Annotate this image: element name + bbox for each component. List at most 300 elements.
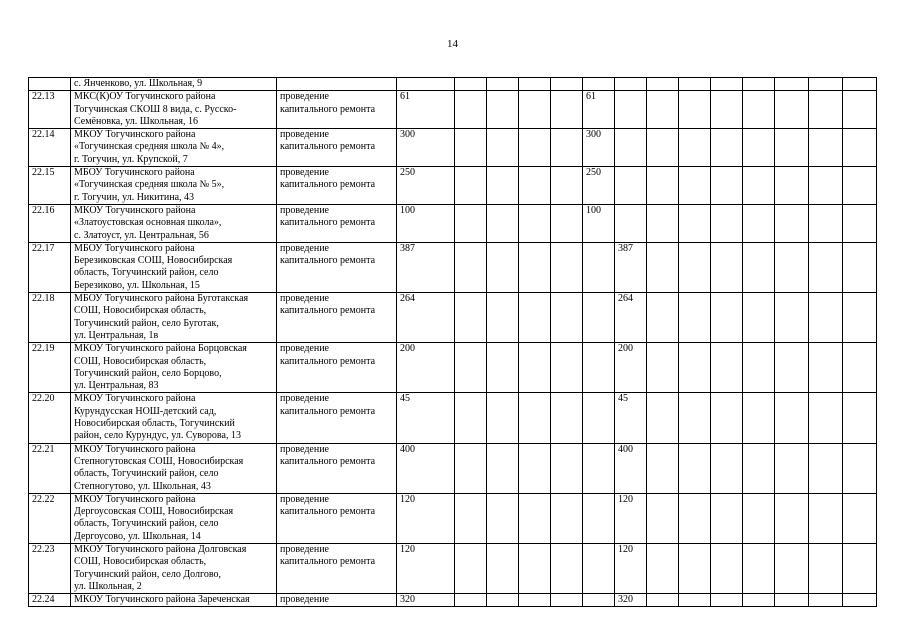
amount-cell-13 — [711, 594, 743, 607]
amount-cell-12 — [679, 343, 711, 393]
institution-cell — [71, 594, 277, 607]
table-row — [29, 167, 877, 205]
institution-line: МКОУ Тогучинского района — [74, 493, 196, 505]
amount-cell-9 — [583, 293, 615, 343]
work-type-line: проведение — [280, 91, 329, 103]
institution-line: с. Златоуст, ул. Центральная, 56 — [74, 229, 209, 241]
amount-cell-14 — [743, 167, 775, 205]
row-number-cell: 22.18 — [29, 293, 71, 343]
amount-cell-5 — [455, 393, 487, 443]
work-type-line: проведение — [280, 129, 329, 141]
amount-cell-5 — [455, 293, 487, 343]
total-amount-cell: 120 — [397, 493, 455, 543]
amount-cell-15 — [775, 167, 809, 205]
work-type-line: проведение — [280, 393, 329, 405]
amount-cell-11 — [647, 129, 679, 167]
amount-cell-9 — [583, 242, 615, 292]
amount-cell-12 — [679, 543, 711, 593]
amount-cell-7 — [519, 91, 551, 129]
institution-line: ул. Центральная, 1в — [74, 329, 159, 341]
institution-cell — [71, 543, 277, 593]
work-type-cell — [277, 594, 397, 607]
amount-cell-12 — [679, 129, 711, 167]
amount-cell-7 — [519, 493, 551, 543]
amount-cell-15 — [775, 242, 809, 292]
amount-cell-15 — [775, 493, 809, 543]
amount-cell-8 — [551, 293, 583, 343]
work-type-line: капитального ремонта — [280, 506, 376, 518]
work-type-line: капитального ремонта — [280, 141, 376, 153]
amount-cell-17 — [843, 293, 877, 343]
institution-line: Тогучинский район, село Буготак, — [74, 317, 219, 329]
institution-line: МКОУ Тогучинского района — [74, 393, 196, 405]
row-number-cell: 22.16 — [29, 204, 71, 242]
row-number-cell: 22.24 — [29, 594, 71, 607]
institution-cell — [71, 242, 277, 292]
amount-cell-9 — [583, 594, 615, 607]
amount-cell-7 — [519, 594, 551, 607]
amount-cell-14 — [743, 594, 775, 607]
institution-line: МКОУ Тогучинского района — [74, 204, 196, 216]
institution-line: МКОУ Тогучинского района — [74, 129, 196, 141]
amount-cell-10: 320 — [615, 594, 647, 607]
amount-cell-7 — [519, 393, 551, 443]
institution-cell — [71, 204, 277, 242]
total-amount-cell: 387 — [397, 242, 455, 292]
amount-cell-11 — [647, 78, 679, 91]
amount-cell-8 — [551, 594, 583, 607]
institution-line: Новосибирская область, Тогучинский — [74, 418, 235, 430]
row-number-cell: 22.17 — [29, 242, 71, 292]
institution-line: Тогучинская СКОШ 8 вида, с. Русско- — [74, 103, 237, 115]
amount-cell-11 — [647, 443, 679, 493]
amount-cell-6 — [487, 393, 519, 443]
amount-cell-5 — [455, 129, 487, 167]
amount-cell-7 — [519, 167, 551, 205]
institution-line: «Златоустовская основная школа», — [74, 217, 222, 229]
amount-cell-8 — [551, 493, 583, 543]
table-row — [29, 393, 877, 443]
amount-cell-16 — [809, 443, 843, 493]
amount-cell-17 — [843, 78, 877, 91]
amount-cell-16 — [809, 594, 843, 607]
amount-cell-9 — [583, 393, 615, 443]
work-type-line: проведение — [280, 204, 329, 216]
amount-cell-6 — [487, 493, 519, 543]
amount-cell-13 — [711, 242, 743, 292]
institution-cell — [71, 129, 277, 167]
amount-cell-15 — [775, 443, 809, 493]
institution-line: «Тогучинская средняя школа № 4», — [74, 141, 225, 153]
amount-cell-5 — [455, 78, 487, 91]
amount-cell-14 — [743, 393, 775, 443]
amount-cell-8 — [551, 78, 583, 91]
table-row — [29, 493, 877, 543]
amount-cell-12 — [679, 594, 711, 607]
work-type-cell — [277, 443, 397, 493]
amount-cell-6 — [487, 443, 519, 493]
institution-line: МБОУ Тогучинского района — [74, 167, 195, 179]
amount-cell-17 — [843, 443, 877, 493]
institution-line: СОШ, Новосибирская область, — [74, 305, 207, 317]
amount-cell-5 — [455, 343, 487, 393]
amount-cell-14 — [743, 543, 775, 593]
institution-line: МКОУ Тогучинского района Зареченская — [74, 594, 250, 606]
institution-line: Степногутово, ул. Школьная, 43 — [74, 480, 211, 492]
row-number-cell: 22.22 — [29, 493, 71, 543]
total-amount-cell: 61 — [397, 91, 455, 129]
amount-cell-15 — [775, 594, 809, 607]
institution-line: ул. Школьная, 2 — [74, 580, 142, 592]
work-type-cell — [277, 393, 397, 443]
amount-cell-10: 387 — [615, 242, 647, 292]
work-type-line: капитального ремонта — [280, 305, 376, 317]
amount-cell-16 — [809, 91, 843, 129]
work-type-cell — [277, 91, 397, 129]
amount-cell-10 — [615, 167, 647, 205]
amount-cell-10: 120 — [615, 543, 647, 593]
row-number-cell: 22.19 — [29, 343, 71, 393]
table-row — [29, 204, 877, 242]
row-number-cell: 22.20 — [29, 393, 71, 443]
amount-cell-16 — [809, 293, 843, 343]
amount-cell-17 — [843, 543, 877, 593]
total-amount-cell: 45 — [397, 393, 455, 443]
amount-cell-14 — [743, 293, 775, 343]
total-amount-cell: 400 — [397, 443, 455, 493]
table-row — [29, 91, 877, 129]
institution-line: МКОУ Тогучинского района Долговская — [74, 543, 247, 555]
amount-cell-5 — [455, 443, 487, 493]
work-type-line: проведение — [280, 594, 329, 606]
amount-cell-11 — [647, 242, 679, 292]
page-number: 14 — [447, 38, 458, 50]
amount-cell-8 — [551, 443, 583, 493]
amount-cell-5 — [455, 543, 487, 593]
amount-cell-17 — [843, 204, 877, 242]
amount-cell-15 — [775, 78, 809, 91]
amount-cell-6 — [487, 91, 519, 129]
amount-cell-16 — [809, 493, 843, 543]
amount-cell-16 — [809, 78, 843, 91]
institution-line: область, Тогучинский район, село — [74, 518, 219, 530]
total-amount-cell: 120 — [397, 543, 455, 593]
amount-cell-16 — [809, 393, 843, 443]
amount-cell-16 — [809, 242, 843, 292]
institution-cell — [71, 91, 277, 129]
amount-cell-5 — [455, 167, 487, 205]
amount-cell-8 — [551, 543, 583, 593]
amount-cell-11 — [647, 543, 679, 593]
amount-cell-16 — [809, 167, 843, 205]
work-type-cell — [277, 343, 397, 393]
amount-cell-7 — [519, 242, 551, 292]
work-type-line: капитального ремонта — [280, 405, 376, 417]
institution-line: Дергоусово, ул. Школьная, 14 — [74, 530, 201, 542]
work-type-line: проведение — [280, 343, 329, 355]
amount-cell-14 — [743, 493, 775, 543]
amount-cell-9: 61 — [583, 91, 615, 129]
capital-repair-table — [28, 77, 877, 607]
work-type-line: проведение — [280, 443, 329, 455]
institution-line: МКОУ Тогучинского района — [74, 443, 196, 455]
amount-cell-13 — [711, 78, 743, 91]
table-row — [29, 242, 877, 292]
institution-line: Березиковская СОШ, Новосибирская — [74, 255, 233, 267]
amount-cell-11 — [647, 393, 679, 443]
institution-line: Курундусская НОШ-детский сад, — [74, 405, 217, 417]
amount-cell-10 — [615, 78, 647, 91]
amount-cell-8 — [551, 204, 583, 242]
row-number-cell — [29, 78, 71, 91]
amount-cell-10: 264 — [615, 293, 647, 343]
amount-cell-7 — [519, 543, 551, 593]
institution-cell — [71, 393, 277, 443]
amount-cell-9 — [583, 493, 615, 543]
institution-line: Степногутовская СОШ, Новосибирская — [74, 455, 244, 467]
amount-cell-13 — [711, 543, 743, 593]
amount-cell-6 — [487, 129, 519, 167]
work-type-line: капитального ремонта — [280, 217, 376, 229]
amount-cell-7 — [519, 343, 551, 393]
amount-cell-11 — [647, 594, 679, 607]
institution-cell — [71, 343, 277, 393]
amount-cell-10: 120 — [615, 493, 647, 543]
amount-cell-14 — [743, 129, 775, 167]
amount-cell-12 — [679, 91, 711, 129]
table-row — [29, 343, 877, 393]
amount-cell-13 — [711, 91, 743, 129]
amount-cell-5 — [455, 91, 487, 129]
amount-cell-5 — [455, 242, 487, 292]
amount-cell-7 — [519, 204, 551, 242]
work-type-line: проведение — [280, 543, 329, 555]
amount-cell-5 — [455, 493, 487, 543]
amount-cell-11 — [647, 167, 679, 205]
amount-cell-10 — [615, 91, 647, 129]
amount-cell-15 — [775, 129, 809, 167]
work-type-cell — [277, 293, 397, 343]
row-number-cell: 22.23 — [29, 543, 71, 593]
amount-cell-9 — [583, 78, 615, 91]
amount-cell-17 — [843, 91, 877, 129]
amount-cell-13 — [711, 204, 743, 242]
institution-line: с. Янченково, ул. Школьная, 9 — [74, 78, 203, 89]
amount-cell-14 — [743, 78, 775, 91]
amount-cell-6 — [487, 204, 519, 242]
institution-cell — [71, 443, 277, 493]
institution-line: Тогучинский район, село Долгово, — [74, 568, 222, 580]
amount-cell-6 — [487, 78, 519, 91]
amount-cell-11 — [647, 91, 679, 129]
institution-line: г. Тогучин, ул. Никитина, 43 — [74, 191, 195, 203]
total-amount-cell: 264 — [397, 293, 455, 343]
amount-cell-17 — [843, 167, 877, 205]
amount-cell-15 — [775, 393, 809, 443]
amount-cell-13 — [711, 393, 743, 443]
work-type-cell — [277, 543, 397, 593]
work-type-line: проведение — [280, 242, 329, 254]
amount-cell-6 — [487, 167, 519, 205]
work-type-line: капитального ремонта — [280, 556, 376, 568]
institution-line: область, Тогучинский район, село — [74, 267, 219, 279]
amount-cell-13 — [711, 129, 743, 167]
institution-cell — [71, 167, 277, 205]
work-type-line: капитального ремонта — [280, 255, 376, 267]
amount-cell-13 — [711, 493, 743, 543]
amount-cell-17 — [843, 594, 877, 607]
amount-cell-14 — [743, 343, 775, 393]
amount-cell-17 — [843, 493, 877, 543]
total-amount-cell: 100 — [397, 204, 455, 242]
row-number-cell: 22.14 — [29, 129, 71, 167]
amount-cell-8 — [551, 343, 583, 393]
institution-line: ул. Центральная, 83 — [74, 380, 159, 392]
amount-cell-15 — [775, 543, 809, 593]
amount-cell-12 — [679, 493, 711, 543]
row-number-cell: 22.13 — [29, 91, 71, 129]
amount-cell-9: 250 — [583, 167, 615, 205]
amount-cell-9: 100 — [583, 204, 615, 242]
table-body — [29, 78, 877, 607]
institution-line: «Тогучинская средняя школа № 5», — [74, 179, 225, 191]
amount-cell-5 — [455, 594, 487, 607]
amount-cell-15 — [775, 293, 809, 343]
institution-line: МКОУ Тогучинского района Борцовская — [74, 343, 247, 355]
institution-line: МБОУ Тогучинского района Буготакская — [74, 293, 249, 305]
amount-cell-14 — [743, 242, 775, 292]
work-type-cell — [277, 167, 397, 205]
row-number-cell: 22.15 — [29, 167, 71, 205]
amount-cell-7 — [519, 129, 551, 167]
institution-line: МКС(К)ОУ Тогучинского района — [74, 91, 216, 103]
table-row — [29, 443, 877, 493]
amount-cell-10 — [615, 129, 647, 167]
amount-cell-12 — [679, 443, 711, 493]
amount-cell-12 — [679, 167, 711, 205]
amount-cell-17 — [843, 242, 877, 292]
amount-cell-7 — [519, 443, 551, 493]
total-amount-cell: 250 — [397, 167, 455, 205]
institution-cell — [71, 493, 277, 543]
amount-cell-15 — [775, 91, 809, 129]
amount-cell-12 — [679, 242, 711, 292]
amount-cell-5 — [455, 204, 487, 242]
institution-line: Березиково, ул. Школьная, 15 — [74, 279, 200, 291]
work-type-cell — [277, 493, 397, 543]
amount-cell-10: 400 — [615, 443, 647, 493]
amount-cell-14 — [743, 204, 775, 242]
amount-cell-13 — [711, 343, 743, 393]
work-type-cell — [277, 78, 397, 91]
institution-line: Семёновка, ул. Школьная, 16 — [74, 115, 199, 127]
institution-line: район, село Курундус, ул. Суворова, 13 — [74, 430, 241, 442]
amount-cell-10 — [615, 204, 647, 242]
total-amount-cell: 320 — [397, 594, 455, 607]
total-amount-cell: 300 — [397, 129, 455, 167]
amount-cell-6 — [487, 594, 519, 607]
amount-cell-11 — [647, 293, 679, 343]
table-row — [29, 129, 877, 167]
institution-line: Дергоусовская СОШ, Новосибирская — [74, 506, 234, 518]
work-type-line: проведение — [280, 493, 329, 505]
total-amount-cell: 200 — [397, 343, 455, 393]
amount-cell-14 — [743, 91, 775, 129]
amount-cell-9 — [583, 543, 615, 593]
amount-cell-12 — [679, 393, 711, 443]
amount-cell-6 — [487, 242, 519, 292]
institution-line: МБОУ Тогучинского района — [74, 242, 195, 254]
amount-cell-16 — [809, 543, 843, 593]
row-number-cell: 22.21 — [29, 443, 71, 493]
amount-cell-12 — [679, 204, 711, 242]
amount-cell-17 — [843, 343, 877, 393]
amount-cell-8 — [551, 129, 583, 167]
amount-cell-15 — [775, 343, 809, 393]
amount-cell-16 — [809, 129, 843, 167]
institution-line: Тогучинский район, село Борцово, — [74, 367, 222, 379]
amount-cell-9 — [583, 443, 615, 493]
amount-cell-8 — [551, 167, 583, 205]
amount-cell-8 — [551, 242, 583, 292]
amount-cell-13 — [711, 293, 743, 343]
work-type-line: капитального ремонта — [280, 355, 376, 367]
table-row — [29, 78, 877, 91]
work-type-cell — [277, 204, 397, 242]
amount-cell-11 — [647, 493, 679, 543]
institution-line: область, Тогучинский район, село — [74, 468, 219, 480]
institution-cell — [71, 78, 277, 91]
institution-line: СОШ, Новосибирская область, — [74, 355, 207, 367]
work-type-line: капитального ремонта — [280, 455, 376, 467]
work-type-line: проведение — [280, 293, 329, 305]
amount-cell-14 — [743, 443, 775, 493]
work-type-line: капитального ремонта — [280, 103, 376, 115]
institution-line: СОШ, Новосибирская область, — [74, 556, 207, 568]
amount-cell-9: 300 — [583, 129, 615, 167]
amount-cell-6 — [487, 343, 519, 393]
amount-cell-17 — [843, 129, 877, 167]
amount-cell-8 — [551, 393, 583, 443]
table-row — [29, 293, 877, 343]
institution-line: г. Тогучин, ул. Крупской, 7 — [74, 153, 188, 165]
amount-cell-12 — [679, 293, 711, 343]
amount-cell-10: 45 — [615, 393, 647, 443]
amount-cell-17 — [843, 393, 877, 443]
amount-cell-9 — [583, 343, 615, 393]
amount-cell-11 — [647, 343, 679, 393]
amount-cell-11 — [647, 204, 679, 242]
amount-cell-13 — [711, 167, 743, 205]
amount-cell-10: 200 — [615, 343, 647, 393]
amount-cell-15 — [775, 204, 809, 242]
amount-cell-13 — [711, 443, 743, 493]
work-type-cell — [277, 242, 397, 292]
amount-cell-6 — [487, 293, 519, 343]
amount-cell-6 — [487, 543, 519, 593]
institution-cell — [71, 293, 277, 343]
amount-cell-8 — [551, 91, 583, 129]
total-amount-cell — [397, 78, 455, 91]
table-row — [29, 543, 877, 593]
amount-cell-16 — [809, 204, 843, 242]
amount-cell-7 — [519, 293, 551, 343]
amount-cell-16 — [809, 343, 843, 393]
work-type-cell — [277, 129, 397, 167]
work-type-line: проведение — [280, 167, 329, 179]
amount-cell-12 — [679, 78, 711, 91]
amount-cell-7 — [519, 78, 551, 91]
